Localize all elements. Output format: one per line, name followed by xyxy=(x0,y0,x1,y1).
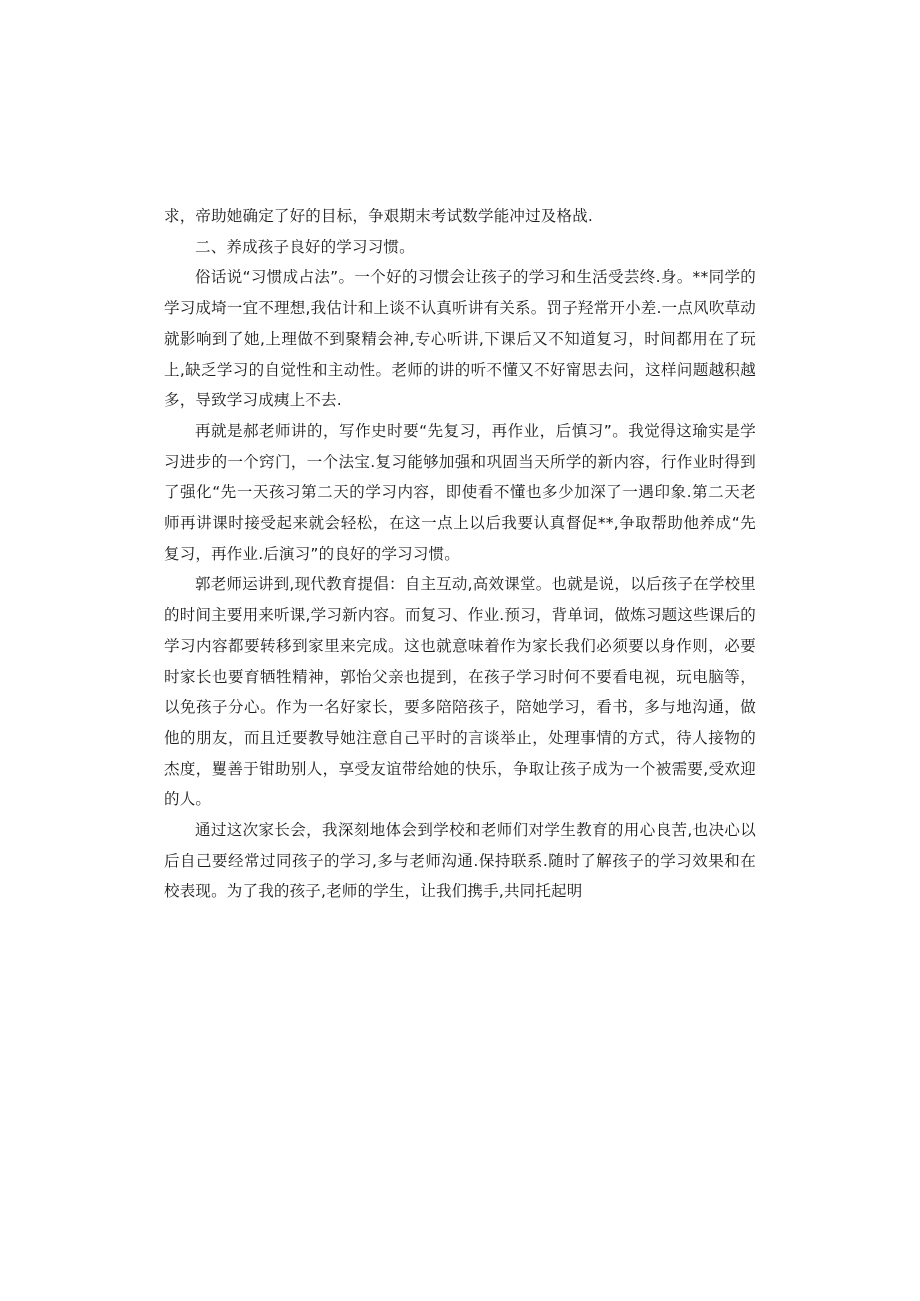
paragraph: 通过这次家长会，我深刻地体会到学校和老师们对学生教育的用心良苦,也决心以后自己要经常过同孩子的学习,多与老师沟通.保持联系.随时了解孩子的学习效果和在校表现。为了我的孩子,老师的学生，让我们携手,共同托起明 xyxy=(164,821,756,901)
paragraph: 俗话说“习惯成占法”。一个好的习惯会让孩子的学习和生活受芸终.身。**同学的学习成埼一宜不理想,我估计和上谈不认真听讲有关系。罚子羟常开小差.一点风吹草动就影响到了她,上理做不到聚精会神,专心听讲,下课后又不知道复习，时间都用在了玩上,缺乏学习的自觉性和主动性。老师的讲的听不懂又不好甯思去问，这样问题越积越多，导致学习成痍上不去. xyxy=(164,268,756,410)
paragraph: 再就是郝老师讲的，写作史时要“先复习，再作业，后慎习”。我觉得这瑜实是学习进步的一个窍门，一个法宝.复习能够加强和巩固当天所学的新内容，行作业时得到了强化“先一天孩习第二天的学习内容，即使看不懂也多少加深了一遇印象.第二天老师再讲课时接受起来就会轻松，在这一点上以后我要认真督促**,争取帮助他养成“先复习，再作业.后演习”的良好的学习习惯。 xyxy=(164,421,756,563)
paragraph: 郭老师运讲到,现代教育提倡：自主互动,高效课堂。也就是说，以后孩子在学校里的时间主要用来听课,学习新内容。而复习、作业.预习，背单词，做炼习题这些课后的学习内容都要转移到家里来完成。这也就意味着作为家长我们必须要以身作则，必要时家长也要育牺牲精神，郭怡父亲也提到，在孩子学习时何不要看电视，玩电脑等，以免孩子分心。作为一名好家长，要多陪陪孩子，陪她学习，看书，多与地沟通，做他的朋友，而且迁要教导她注意自己平时的言谈举止，处理事情的方式，待人接物的杰度，矍善于钳助别人，享受友谊带给她的快乐，争取让孩子成为一个被需要,受欢迎的人。 xyxy=(164,575,756,809)
paragraph-continuation: 求，帝助她确定了好的目标，争艰期末考试数学能冲过及格战. xyxy=(164,207,594,225)
document-body xyxy=(164,201,756,907)
section-heading: 二、养成孩子良好的学习习惯。 xyxy=(195,237,415,256)
